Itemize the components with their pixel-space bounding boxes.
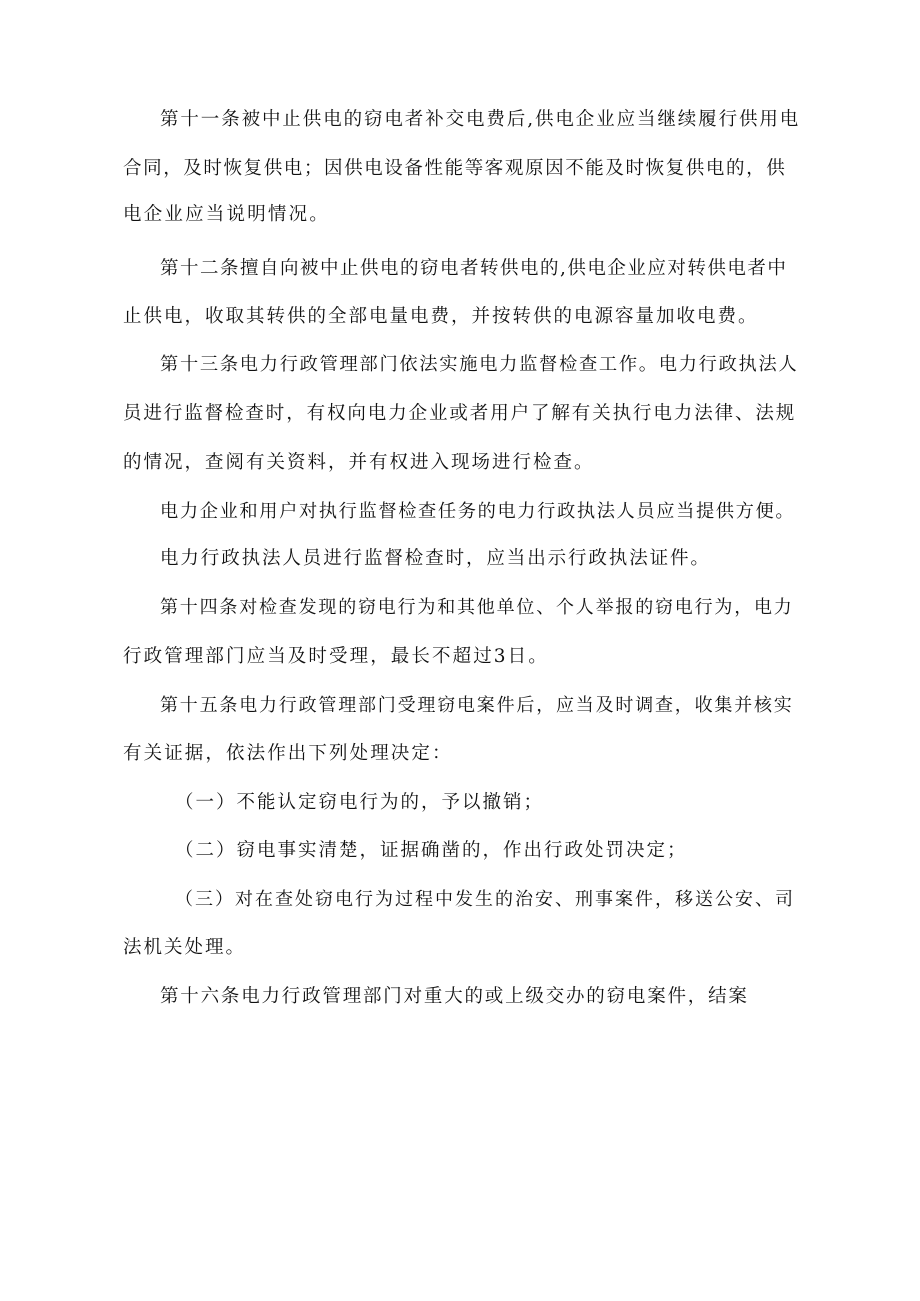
text-line: 第十五条电力行政管理部门受理窃电案件后，应当及时调查，收集并核实 xyxy=(160,695,794,716)
text-line: 员进行监督检查时，有权向电力企业或者用户了解有关执行电力法律、法规 xyxy=(123,403,797,424)
text-line: 有关证据，依法作出下列处理决定： xyxy=(123,743,453,764)
text-line: 法机关处理。 xyxy=(123,937,247,958)
list-item: （三）对在查处窃电行为过程中发生的治安、刑事案件，移送公安、司 xyxy=(175,889,795,910)
text-line: 电力行政执法人员进行监督检查时，应当出示行政执法证件。 xyxy=(160,548,711,569)
list-item: （二）窃电事实清楚，证据确凿的，作出行政处罚决定； xyxy=(175,840,688,861)
text-line: 合同，及时恢复供电；因供电设备性能等客观原因不能及时恢复供电的，供 xyxy=(123,158,787,179)
text-line: 第十三条电力行政管理部门依法实施电力监督检查工作。电力行政执法人 xyxy=(160,354,799,375)
text-line: 第十四条对检查发现的窃电行为和其他单位、个人举报的窃电行为，电力 xyxy=(160,597,794,618)
text-line: 行政管理部门应当及时受理，最长不超过3日。 xyxy=(123,646,549,667)
text-line: 第十二条擅自向被中止供电的窃电者转供电的,供电企业应对转供电者中 xyxy=(160,258,788,279)
text-line: 电力企业和用户对执行监督检查任务的电力行政执法人员应当提供方便。 xyxy=(160,501,796,522)
list-item: （一）不能认定窃电行为的，予以撤销； xyxy=(175,792,545,813)
text-line: 电企业应当说明情况。 xyxy=(123,204,331,225)
text-line: 第十一条被中止供电的窃电者补交电费后,供电企业应当继续履行供用电 xyxy=(160,109,801,130)
text-line: 的情况，查阅有关资料，并有权进入现场进行检查。 xyxy=(123,452,595,473)
text-line: 止供电，收取其转供的全部电量电费，并按转供的电源容量加收电费。 xyxy=(123,306,759,327)
text-line: 第十六条电力行政管理部门对重大的或上级交办的窃电案件，结案 xyxy=(160,986,749,1007)
